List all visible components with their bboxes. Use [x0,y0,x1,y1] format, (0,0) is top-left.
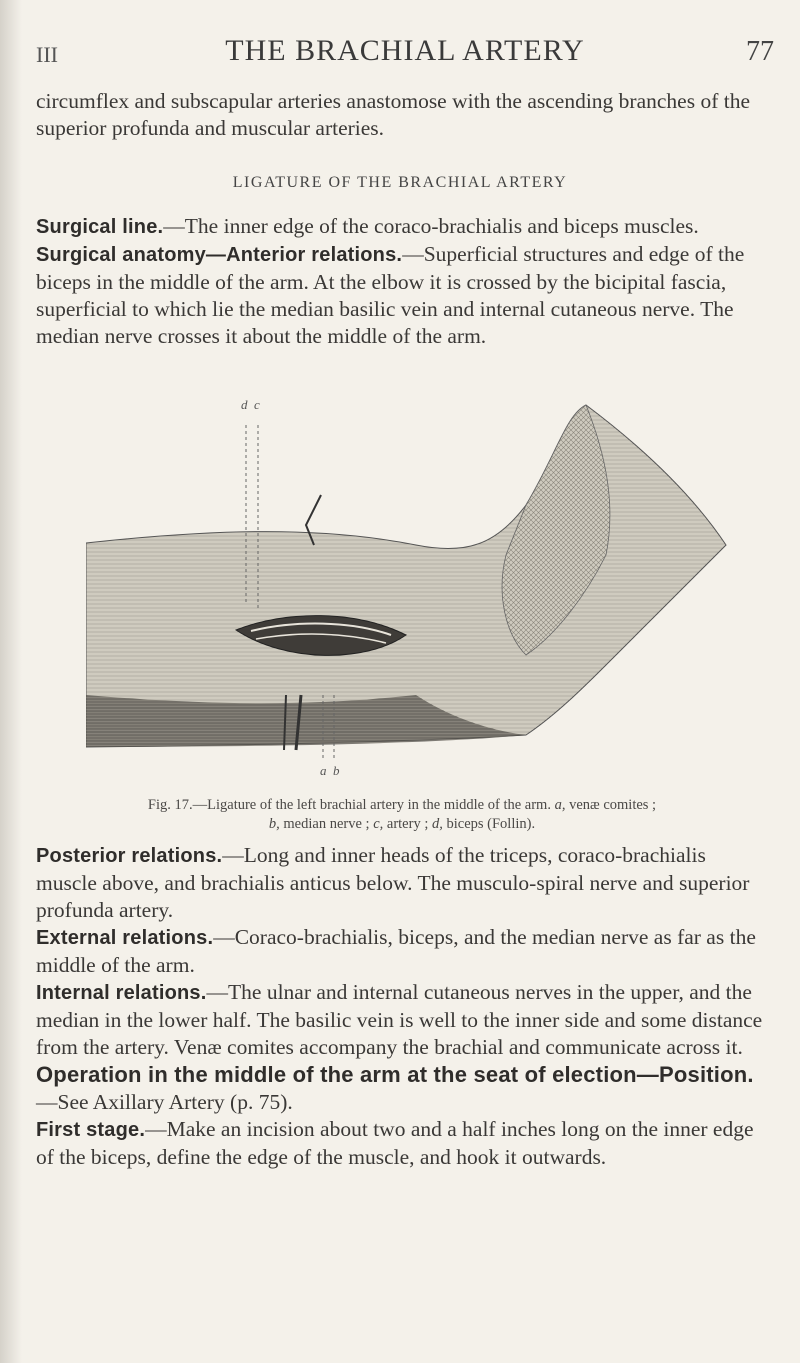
paragraph-body: —The ulnar and internal cutaneous nerves in the upper, and the median in the lower half. The basilic vein is well to the inner side and some distance from the artery. Venæ comites accompany the brachial and communicate across it. [36,980,763,1059]
caption-text: —Ligature of the left brachial artery in the middle of the arm. [192,797,551,813]
intro-text: circumflex and subscapular arteries anastomose with the ascending branches of the superior profunda and muscular arteries. [36,89,751,140]
caption-key-letter: b, [268,816,280,832]
arm-ligature-engraving [86,395,776,785]
paragraph-anterior-relations [36,241,768,350]
caption-key-desc: artery ; [386,816,429,832]
caption-key-desc: median nerve ; [283,816,370,832]
page-gutter-shadow [0,0,22,1363]
figure-label-c: c [254,397,260,412]
paragraph-body: —The inner edge of the coraco-brachialis and biceps muscles. [163,214,699,238]
caption-key-letter: c, [373,816,384,832]
caption-key-letter: d, [431,816,443,832]
chapter-number: III [36,42,58,67]
caption-key-letter: a, [554,797,566,813]
paragraph-body: —Long and inner heads of the triceps, coraco-brachialis muscle above, and brachialis anticus below. The musculo-spiral nerve and superior profunda artery. [36,843,750,922]
caption-key-desc: biceps (Follin). [446,816,536,832]
paragraph-head: Surgical anatomy—Anterior relations. [36,244,403,266]
intro-paragraph [36,88,768,142]
figure-label-b: b [333,763,340,778]
paragraph-head: First stage. [36,1119,146,1141]
caption-prefix: Fig. 17. [147,797,193,813]
section-heading: LIGATURE OF THE BRACHIAL ARTERY [232,174,568,191]
paragraph-internal-relations [36,979,768,1061]
paragraph-body: —Make an incision about two and a half inches long on the inner edge of the biceps, define the edge of the muscle, and hook it outwards. [36,1117,754,1169]
figure-illustration [86,395,776,785]
paragraph-head: Surgical line. [36,216,164,238]
paragraph-head: Posterior relations. [36,845,223,867]
paragraph-surgical-line [36,213,768,241]
paragraph-body: —Coraco-brachialis, biceps, and the median nerve as far as the middle of the arm. [36,925,756,977]
bottom-paragraphs [36,842,768,1171]
running-head [36,34,774,74]
paragraph-body: —Superficial structures and edge of the biceps in the middle of the arm. At the elbow it is crossed by the bicipital fascia, superficial to which lie the median basilic vein and internal cutaneous nerve. The median nerve crosses it about the middle of the arm. [36,242,745,348]
paragraph-head: Internal relations. [36,982,207,1004]
paragraph-operation-position [36,1061,768,1116]
paragraph-head: External relations. [36,927,214,949]
figure-label-d: d [241,397,248,412]
paragraph-body: —See Axillary Artery (p. 75). [36,1090,293,1114]
page-title: THE BRACHIAL ARTERY [225,34,585,67]
paragraph-first-stage [36,1116,768,1171]
paragraph-external-relations [36,924,768,979]
caption-key-desc: venæ comites ; [569,797,657,813]
page-number: 77 [746,36,774,67]
paragraph-head: Operation in the middle of the arm at the seat of election—Position. [36,1062,754,1087]
figure-label-a: a [320,763,327,778]
paragraph-posterior-relations [36,842,768,924]
top-paragraphs [36,213,768,350]
figure-caption [36,796,768,834]
